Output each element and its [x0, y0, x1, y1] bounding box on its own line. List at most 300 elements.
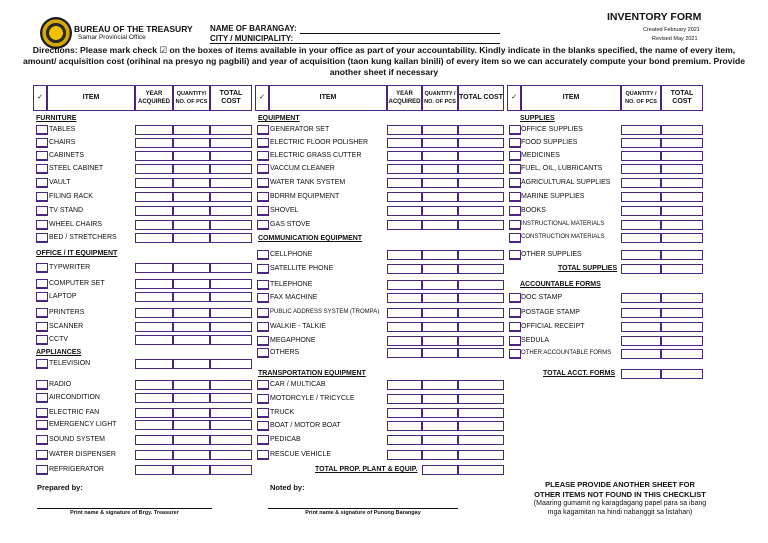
- item-label-printers: PRINTERS: [49, 309, 85, 316]
- cost-field-cctv[interactable]: [210, 335, 252, 345]
- cost-field-rescue-vehicle[interactable]: [458, 450, 504, 460]
- item-label-official-receipt: OFFICIAL RECEIPT: [521, 323, 585, 330]
- qty-field-megaphone[interactable]: [422, 336, 458, 346]
- item-label-computer-set: COMPUTER SET: [49, 280, 105, 287]
- item-label-water-tank-system: WATER TANK SYSTEM: [270, 179, 346, 186]
- cost-field-others[interactable]: [458, 348, 504, 358]
- item-label-chairs: CHAIRS: [49, 139, 76, 146]
- year-field-printers[interactable]: [135, 308, 173, 318]
- qty-field-fax-machine[interactable]: [422, 293, 458, 303]
- item-label-generator-set: GENERATOR SET: [270, 126, 330, 133]
- checkbox-printers[interactable]: [36, 308, 48, 318]
- qty-field-marine-supplies[interactable]: [621, 192, 661, 202]
- col1-cost-header: TOTAL COST: [210, 85, 252, 111]
- year-field-wheel-chairs[interactable]: [135, 220, 173, 230]
- year-field-megaphone[interactable]: [387, 336, 422, 346]
- checkbox-postage-stamp[interactable]: [509, 308, 521, 318]
- qty-field-electric-floor-polisher[interactable]: [422, 138, 458, 148]
- created-date: Created February 2021: [643, 27, 700, 33]
- qty-field-pedicab[interactable]: [422, 435, 458, 445]
- qty-field-office-supplies[interactable]: [621, 125, 661, 135]
- noted-by-label: Noted by:: [270, 483, 305, 492]
- cost-field-water-dispenser[interactable]: [210, 450, 252, 460]
- item-label-rescue-vehicle: RESCUE VEHICLE: [270, 451, 332, 458]
- cost-field-gas-stove[interactable]: [458, 220, 504, 230]
- total-forms-qty[interactable]: [621, 369, 661, 379]
- checkbox-marine-supplies[interactable]: [509, 192, 521, 202]
- checkbox-water-dispenser[interactable]: [36, 450, 48, 460]
- checkbox-steel-cabinet[interactable]: [36, 164, 48, 174]
- year-field-electric-floor-polisher[interactable]: [387, 138, 422, 148]
- checkbox-electric-grass-cutter[interactable]: [257, 151, 269, 161]
- checkbox-sound-system[interactable]: [36, 435, 48, 445]
- cost-field-refrigerator[interactable]: [210, 465, 252, 475]
- qty-field-bed-stretchers[interactable]: [173, 233, 210, 243]
- col2-check-header: ✓: [255, 85, 269, 111]
- cost-field-doc-stamp[interactable]: [661, 293, 703, 303]
- checkbox-motorcyle-tricycle[interactable]: [257, 394, 269, 404]
- item-label-refrigerator: REFRIGERATOR: [49, 466, 104, 473]
- checkbox-cellphone[interactable]: [257, 250, 269, 260]
- item-label-scanner: SCANNER: [49, 323, 84, 330]
- checkbox-gas-stove[interactable]: [257, 220, 269, 230]
- qty-field-public-address-system-trompa[interactable]: [422, 308, 458, 318]
- cost-field-electric-fan[interactable]: [210, 408, 252, 418]
- year-field-radio[interactable]: [135, 380, 173, 390]
- qty-field-vaccum-cleaner[interactable]: [422, 164, 458, 174]
- qty-field-walkie-talkie[interactable]: [422, 322, 458, 332]
- cost-field-computer-set[interactable]: [210, 279, 252, 289]
- year-field-telephone[interactable]: [387, 280, 422, 290]
- checkbox-radio[interactable]: [36, 380, 48, 390]
- qty-field-medicines[interactable]: [621, 151, 661, 161]
- qty-field-refrigerator[interactable]: [173, 465, 210, 475]
- checkbox-shovel[interactable]: [257, 206, 269, 216]
- item-label-radio: RADIO: [49, 381, 72, 388]
- checkbox-agricultural-supplies[interactable]: [509, 178, 521, 188]
- qty-field-cellphone[interactable]: [422, 250, 458, 260]
- item-label-motorcyle-tricycle: MOTORCYLE / TRICYCLE: [270, 395, 355, 402]
- section-appliances: APPLIANCES: [36, 349, 82, 356]
- year-field-boat-motor-boat[interactable]: [387, 421, 422, 431]
- qty-field-wheel-chairs[interactable]: [173, 220, 210, 230]
- year-field-tables[interactable]: [135, 125, 173, 135]
- cost-field-aircondition[interactable]: [210, 393, 252, 403]
- checkbox-aircondition[interactable]: [36, 393, 48, 403]
- checkbox-medicines[interactable]: [509, 151, 521, 161]
- year-field-vault[interactable]: [135, 178, 173, 188]
- qty-field-instructional-materials[interactable]: [621, 220, 661, 230]
- col1-qty-header: QUANTITY/ NO. OF PCS: [173, 85, 210, 111]
- qty-field-other-supplies[interactable]: [621, 250, 661, 260]
- col1-item-header: ITEM: [47, 85, 135, 111]
- year-field-aircondition[interactable]: [135, 393, 173, 403]
- cost-field-other-supplies[interactable]: [661, 250, 703, 260]
- item-label-bdrrm-equipment: BDRRM EQUIPMENT: [270, 193, 340, 200]
- qty-field-agricultural-supplies[interactable]: [621, 178, 661, 188]
- cost-field-megaphone[interactable]: [458, 336, 504, 346]
- checkbox-truck[interactable]: [257, 408, 269, 418]
- total-forms-cost[interactable]: [661, 369, 703, 379]
- year-field-vaccum-cleaner[interactable]: [387, 164, 422, 174]
- cost-field-shovel[interactable]: [458, 206, 504, 216]
- year-field-electric-grass-cutter[interactable]: [387, 151, 422, 161]
- year-field-water-dispenser[interactable]: [135, 450, 173, 460]
- checkbox-water-tank-system[interactable]: [257, 178, 269, 188]
- item-label-books: BOOKS: [521, 207, 546, 214]
- year-field-others[interactable]: [387, 348, 422, 358]
- cost-field-office-supplies[interactable]: [661, 125, 703, 135]
- cost-field-bdrrm-equipment[interactable]: [458, 192, 504, 202]
- qty-field-rescue-vehicle[interactable]: [422, 450, 458, 460]
- item-label-bed-stretchers: BED / STRETCHERS: [49, 234, 117, 241]
- city-field[interactable]: [210, 43, 500, 44]
- cost-field-pedicab[interactable]: [458, 435, 504, 445]
- cost-field-radio[interactable]: [210, 380, 252, 390]
- qty-field-scanner[interactable]: [173, 322, 210, 332]
- year-field-cabinets[interactable]: [135, 151, 173, 161]
- checkbox-refrigerator[interactable]: [36, 465, 48, 475]
- treasurer-signature-caption: Print name & signature of Brgy. Treasurer: [70, 510, 179, 516]
- checkbox-official-receipt[interactable]: [509, 322, 521, 332]
- cost-field-agricultural-supplies[interactable]: [661, 178, 703, 188]
- checkbox-construction-materials[interactable]: [509, 233, 521, 243]
- qty-field-electric-fan[interactable]: [173, 408, 210, 418]
- year-field-cctv[interactable]: [135, 335, 173, 345]
- qty-field-steel-cabinet[interactable]: [173, 164, 210, 174]
- qty-field-motorcyle-tricycle[interactable]: [422, 394, 458, 404]
- col1-year-header: YEAR ACQUIRED: [135, 85, 173, 111]
- year-field-electric-fan[interactable]: [135, 408, 173, 418]
- checkbox-satellite-phone[interactable]: [257, 264, 269, 274]
- cost-field-instructional-materials[interactable]: [661, 220, 703, 230]
- year-field-refrigerator[interactable]: [135, 465, 173, 475]
- item-label-tables: TABLES: [49, 126, 76, 133]
- item-label-vault: VAULT: [49, 179, 71, 186]
- qty-field-shovel[interactable]: [422, 206, 458, 216]
- checkbox-cctv[interactable]: [36, 335, 48, 345]
- cost-field-chairs[interactable]: [210, 138, 252, 148]
- qty-field-bdrrm-equipment[interactable]: [422, 192, 458, 202]
- checkbox-filing-rack[interactable]: [36, 192, 48, 202]
- total-supplies-cost[interactable]: [661, 264, 703, 274]
- qty-field-television[interactable]: [173, 359, 210, 369]
- qty-field-sedula[interactable]: [621, 336, 661, 346]
- checkbox-wheel-chairs[interactable]: [36, 220, 48, 230]
- checkbox-telephone[interactable]: [257, 280, 269, 290]
- cost-field-scanner[interactable]: [210, 322, 252, 332]
- year-field-filing-rack[interactable]: [135, 192, 173, 202]
- year-field-public-address-system-trompa[interactable]: [387, 308, 422, 318]
- item-label-steel-cabinet: STEEL CABINET: [49, 165, 104, 172]
- section-office-it: OFFICE / IT EQUIPMENT: [36, 250, 118, 257]
- year-field-bed-stretchers[interactable]: [135, 233, 173, 243]
- cost-field-medicines[interactable]: [661, 151, 703, 161]
- col1-check-header: ✓: [33, 85, 47, 111]
- year-field-typwriter[interactable]: [135, 263, 173, 273]
- year-field-gas-stove[interactable]: [387, 220, 422, 230]
- checkbox-boat-motor-boat[interactable]: [257, 421, 269, 431]
- cost-field-walkie-talkie[interactable]: [458, 322, 504, 332]
- year-field-satellite-phone[interactable]: [387, 264, 422, 274]
- year-field-sound-system[interactable]: [135, 435, 173, 445]
- qty-field-doc-stamp[interactable]: [621, 293, 661, 303]
- barangay-field[interactable]: [300, 33, 500, 34]
- checkbox-scanner[interactable]: [36, 322, 48, 332]
- section-accountable-forms: ACCOUNTABLE FORMS: [520, 281, 601, 288]
- cost-field-sedula[interactable]: [661, 336, 703, 346]
- checkbox-instructional-materials[interactable]: [509, 220, 521, 230]
- cost-field-vault[interactable]: [210, 178, 252, 188]
- section-transportation: TRANSPORTATION EQUIPMENT: [258, 370, 366, 377]
- checkbox-others[interactable]: [257, 348, 269, 358]
- total-forms-label: TOTAL ACCT. FORMS: [543, 370, 616, 377]
- item-label-truck: TRUCK: [270, 409, 295, 416]
- cost-field-satellite-phone[interactable]: [458, 264, 504, 274]
- cost-field-telephone[interactable]: [458, 280, 504, 290]
- cost-field-postage-stamp[interactable]: [661, 308, 703, 318]
- checkbox-laptop[interactable]: [36, 292, 48, 302]
- col3-cost-header: TOTAL COST: [661, 85, 703, 111]
- cost-field-marine-supplies[interactable]: [661, 192, 703, 202]
- qty-field-chairs[interactable]: [173, 138, 210, 148]
- item-label-cellphone: CELLPHONE: [270, 251, 313, 258]
- cost-field-television[interactable]: [210, 359, 252, 369]
- cost-field-tv-stand[interactable]: [210, 206, 252, 216]
- item-label-shovel: SHOVEL: [270, 207, 299, 214]
- item-label-electric-floor-polisher: ELECTRIC FLOOR POLISHER: [270, 139, 369, 146]
- col2-qty-header: QUANTITY / NO. OF PCS: [422, 85, 458, 111]
- qty-field-typwriter[interactable]: [173, 263, 210, 273]
- cost-field-bed-stretchers[interactable]: [210, 233, 252, 243]
- year-field-rescue-vehicle[interactable]: [387, 450, 422, 460]
- qty-field-official-receipt[interactable]: [621, 322, 661, 332]
- checkbox-vaccum-cleaner[interactable]: [257, 164, 269, 174]
- qty-field-cabinets[interactable]: [173, 151, 210, 161]
- item-label-public-address-system-trompa: PUBLIC ADDRESS SYSTEM (TROMPA): [270, 309, 380, 315]
- cost-field-boat-motor-boat[interactable]: [458, 421, 504, 431]
- checkbox-megaphone[interactable]: [257, 336, 269, 346]
- checkbox-cabinets[interactable]: [36, 151, 48, 161]
- checkbox-books[interactable]: [509, 206, 521, 216]
- qty-field-postage-stamp[interactable]: [621, 308, 661, 318]
- cost-field-sound-system[interactable]: [210, 435, 252, 445]
- checkbox-fax-machine[interactable]: [257, 293, 269, 303]
- item-label-other-supplies: OTHER SUPPLIES: [521, 251, 582, 258]
- checkbox-typwriter[interactable]: [36, 263, 48, 273]
- cost-field-laptop[interactable]: [210, 292, 252, 302]
- year-field-computer-set[interactable]: [135, 279, 173, 289]
- qty-field-other-accountable-forms[interactable]: [621, 349, 661, 359]
- item-label-electric-grass-cutter: ELECTRIC GRASS CUTTER: [270, 152, 362, 159]
- year-field-scanner[interactable]: [135, 322, 173, 332]
- section-communication: COMMUNICATION EQUIPMENT: [258, 235, 363, 242]
- qty-field-tv-stand[interactable]: [173, 206, 210, 216]
- qty-field-electric-grass-cutter[interactable]: [422, 151, 458, 161]
- qty-field-books[interactable]: [621, 206, 661, 216]
- checkbox-public-address-system-trompa[interactable]: [257, 308, 269, 318]
- year-field-fax-machine[interactable]: [387, 293, 422, 303]
- qty-field-sound-system[interactable]: [173, 435, 210, 445]
- checkbox-generator-set[interactable]: [257, 125, 269, 135]
- cost-field-fuel-oil-lubricants[interactable]: [661, 164, 703, 174]
- checkbox-tv-stand[interactable]: [36, 206, 48, 216]
- cost-field-books[interactable]: [661, 206, 703, 216]
- cost-field-tables[interactable]: [210, 125, 252, 135]
- col2-year-header: YEAR ACQUIRED: [387, 85, 422, 111]
- barangay-signature-line[interactable]: [268, 508, 458, 509]
- item-label-sedula: SEDULA: [521, 337, 550, 344]
- checkbox-electric-floor-polisher[interactable]: [257, 138, 269, 148]
- item-label-pedicab: PEDICAB: [270, 436, 301, 443]
- cost-field-electric-grass-cutter[interactable]: [458, 151, 504, 161]
- cost-field-water-tank-system[interactable]: [458, 178, 504, 188]
- cost-field-vaccum-cleaner[interactable]: [458, 164, 504, 174]
- item-label-television: TELEVISION: [49, 360, 91, 367]
- item-label-laptop: LAPTOP: [49, 293, 77, 300]
- item-label-instructional-materials: INSTRUCTIONAL MATERIALS: [521, 221, 605, 227]
- qty-field-telephone[interactable]: [422, 280, 458, 290]
- checkbox-office-supplies[interactable]: [509, 125, 521, 135]
- year-field-generator-set[interactable]: [387, 125, 422, 135]
- year-field-walkie-talkie[interactable]: [387, 322, 422, 332]
- item-label-satellite-phone: SATELLITE PHONE: [270, 265, 334, 272]
- cost-field-cellphone[interactable]: [458, 250, 504, 260]
- section-equipment: EQUIPMENT: [258, 115, 300, 122]
- qty-field-filing-rack[interactable]: [173, 192, 210, 202]
- qty-field-food-supplies[interactable]: [621, 138, 661, 148]
- cost-field-generator-set[interactable]: [458, 125, 504, 135]
- checkbox-other-accountable-forms[interactable]: [509, 349, 521, 359]
- year-field-truck[interactable]: [387, 408, 422, 418]
- checkbox-computer-set[interactable]: [36, 279, 48, 289]
- year-field-cellphone[interactable]: [387, 250, 422, 260]
- qty-field-others[interactable]: [422, 348, 458, 358]
- checkbox-chairs[interactable]: [36, 138, 48, 148]
- cost-field-official-receipt[interactable]: [661, 322, 703, 332]
- qty-field-fuel-oil-lubricants[interactable]: [621, 164, 661, 174]
- checkbox-other-supplies[interactable]: [509, 250, 521, 260]
- qty-field-gas-stove[interactable]: [422, 220, 458, 230]
- year-field-motorcyle-tricycle[interactable]: [387, 394, 422, 404]
- qty-field-car-multicab[interactable]: [422, 380, 458, 390]
- checkbox-car-multicab[interactable]: [257, 380, 269, 390]
- checkbox-pedicab[interactable]: [257, 435, 269, 445]
- year-field-steel-cabinet[interactable]: [135, 164, 173, 174]
- cost-field-filing-rack[interactable]: [210, 192, 252, 202]
- checkbox-walkie-talkie[interactable]: [257, 322, 269, 332]
- qty-field-truck[interactable]: [422, 408, 458, 418]
- checkbox-vault[interactable]: [36, 178, 48, 188]
- checkbox-rescue-vehicle[interactable]: [257, 450, 269, 460]
- qty-field-vault[interactable]: [173, 178, 210, 188]
- cost-field-printers[interactable]: [210, 308, 252, 318]
- cost-field-cabinets[interactable]: [210, 151, 252, 161]
- cost-field-public-address-system-trompa[interactable]: [458, 308, 504, 318]
- year-field-car-multicab[interactable]: [387, 380, 422, 390]
- checkbox-tables[interactable]: [36, 125, 48, 135]
- total-supplies-qty[interactable]: [621, 264, 661, 274]
- cost-field-wheel-chairs[interactable]: [210, 220, 252, 230]
- checkbox-sedula[interactable]: [509, 336, 521, 346]
- item-label-typwriter: TYPWRITER: [49, 264, 91, 271]
- qty-field-construction-materials[interactable]: [621, 233, 661, 243]
- checkbox-electric-fan[interactable]: [36, 408, 48, 418]
- cost-field-motorcyle-tricycle[interactable]: [458, 394, 504, 404]
- checkbox-food-supplies[interactable]: [509, 138, 521, 148]
- item-label-marine-supplies: MARINE SUPPLIES: [521, 193, 585, 200]
- section-furniture: FURNITURE: [36, 115, 77, 122]
- year-field-bdrrm-equipment[interactable]: [387, 192, 422, 202]
- total-ppe-label: TOTAL PROP. PLANT & EQUIP.: [315, 466, 418, 473]
- cost-field-car-multicab[interactable]: [458, 380, 504, 390]
- checkbox-television[interactable]: [36, 359, 48, 369]
- qty-field-water-tank-system[interactable]: [422, 178, 458, 188]
- item-label-telephone: TELEPHONE: [270, 281, 313, 288]
- item-label-doc-stamp: DOC STAMP: [521, 294, 563, 301]
- cost-field-emergency-light[interactable]: [210, 420, 252, 430]
- total-ppe-qty[interactable]: [422, 465, 458, 475]
- year-field-pedicab[interactable]: [387, 435, 422, 445]
- treasurer-signature-line[interactable]: [37, 508, 212, 509]
- total-ppe-cost[interactable]: [458, 465, 504, 475]
- total-supplies-label: TOTAL SUPPLIES: [558, 265, 618, 272]
- year-field-emergency-light[interactable]: [135, 420, 173, 430]
- qty-field-laptop[interactable]: [173, 292, 210, 302]
- footer-note-line4: mga kagamitan na hindi nabanggit sa listahan): [547, 509, 693, 516]
- qty-field-tables[interactable]: [173, 125, 210, 135]
- checkbox-fuel-oil-lubricants[interactable]: [509, 164, 521, 174]
- qty-field-boat-motor-boat[interactable]: [422, 421, 458, 431]
- item-label-walkie-talkie: WALKIE - TALKIE: [270, 323, 326, 330]
- checkbox-emergency-light[interactable]: [36, 420, 48, 430]
- item-label-wheel-chairs: WHEEL CHAIRS: [49, 221, 103, 228]
- cost-field-food-supplies[interactable]: [661, 138, 703, 148]
- qty-field-emergency-light[interactable]: [173, 420, 210, 430]
- cost-field-construction-materials[interactable]: [661, 233, 703, 243]
- item-label-other-accountable-forms: OTHER ACCOUNTABLE FORMS: [521, 350, 612, 356]
- cost-field-fax-machine[interactable]: [458, 293, 504, 303]
- item-label-vaccum-cleaner: VACCUM CLEANER: [270, 165, 335, 172]
- year-field-chairs[interactable]: [135, 138, 173, 148]
- year-field-tv-stand[interactable]: [135, 206, 173, 216]
- col3-item-header: ITEM: [521, 85, 621, 111]
- year-field-shovel[interactable]: [387, 206, 422, 216]
- cost-field-truck[interactable]: [458, 408, 504, 418]
- item-label-gas-stove: GAS STOVE: [270, 221, 311, 228]
- qty-field-printers[interactable]: [173, 308, 210, 318]
- qty-field-cctv[interactable]: [173, 335, 210, 345]
- qty-field-satellite-phone[interactable]: [422, 264, 458, 274]
- cost-field-other-accountable-forms[interactable]: [661, 349, 703, 359]
- qty-field-computer-set[interactable]: [173, 279, 210, 289]
- item-label-cctv: CCTV: [49, 336, 69, 343]
- qty-field-radio[interactable]: [173, 380, 210, 390]
- year-field-laptop[interactable]: [135, 292, 173, 302]
- checkbox-doc-stamp[interactable]: [509, 293, 521, 303]
- qty-field-water-dispenser[interactable]: [173, 450, 210, 460]
- qty-field-aircondition[interactable]: [173, 393, 210, 403]
- cost-field-steel-cabinet[interactable]: [210, 164, 252, 174]
- cost-field-electric-floor-polisher[interactable]: [458, 138, 504, 148]
- prepared-by-label: Prepared by:: [37, 483, 83, 492]
- qty-field-generator-set[interactable]: [422, 125, 458, 135]
- year-field-water-tank-system[interactable]: [387, 178, 422, 188]
- checkbox-bdrrm-equipment[interactable]: [257, 192, 269, 202]
- cost-field-typwriter[interactable]: [210, 263, 252, 273]
- year-field-television[interactable]: [135, 359, 173, 369]
- checkbox-bed-stretchers[interactable]: [36, 233, 48, 243]
